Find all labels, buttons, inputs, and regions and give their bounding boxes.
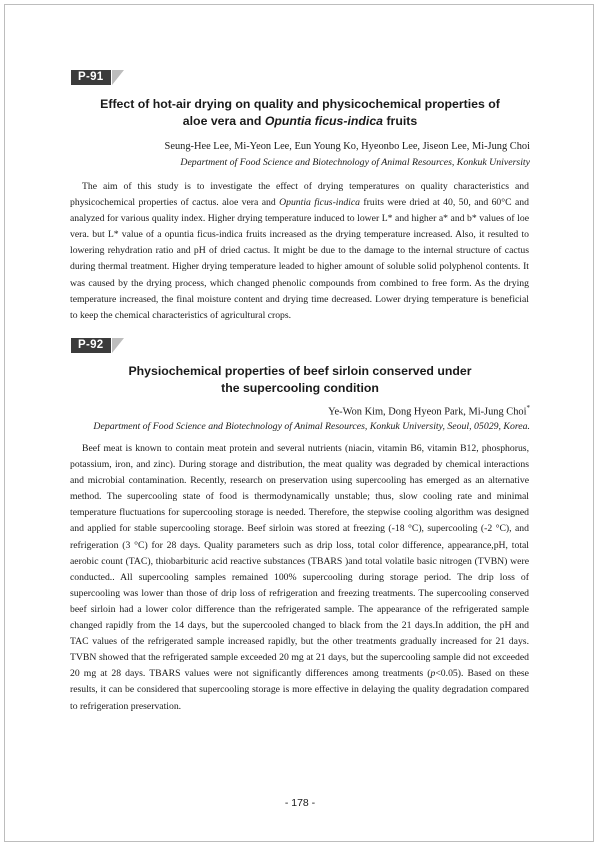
tag-wedge-decoration bbox=[112, 70, 124, 85]
authors-p92: Ye-Won Kim, Dong Hyeon Park, Mi-Jung Choi* bbox=[328, 404, 530, 418]
abstract-tag-p92 bbox=[71, 338, 124, 353]
tag-wedge-decoration bbox=[112, 338, 124, 353]
abstract-body-p91: The aim of this study is to investigate the effect of drying temperatures on quality characteristics and physicochemical properties of cactus. aloe vera and Opuntia ficus-indica fruits were dried at 40, 50, and 60°C and analyzed for various quality index. Higher drying temperature induced to lower L* and higher a* and b* values of loe vera. but L* value of a opuntia ficus-indica fruits increased as the drying temperature increased. Also, it resulted to lowering rehydration ratio and pH of dried cactus. It might be due to the damage to the internal structure of cactus during thermal treatment. Higher drying temperature leaded to higher amount of soluble solid polyphenol contents. It was caused by the drying process, which changed phenolic compounds from combined to free form. As the drying temperature increased, the final moisture content and drying time decreased. Lower drying temperature is beneficial to keep the chemical characteristics of agricultural crops. bbox=[70, 181, 529, 321]
page-number: - 178 - bbox=[284, 797, 316, 809]
abstract-tag-p91 bbox=[71, 70, 124, 85]
abstract-body-p92: Beef meat is known to contain meat protein and several nutrients (niacin, vitamin B6, vitamin B12, phosphorus, potassium, iron, and zinc). During storage and distribution, the meat quality was degraded by chemical interactions and microbial contamination. Recently, research on preservation using supercooling has emerged as an alternative method. The supercooling state of food is thermodynamically unstable; thus, slow cooling rate and minimal temperature fluctuations for supercooling storage is needed. Therefore, the stepwise cooling algorithm was designed and applied for stable supercooling storage. Beef sirloin was stored at freezing (-18 °C), supercooling (-2 °C), and refrigeration (3 °C) for 28 days. Quality parameters such as drip loss, total color difference, appearance,pH, total aerobic count (TAC), thiobarbituric acid reactive substances (TBARS )and total volatile basic nitrogen (TVBN) were conducted.. All supercooling samples remained 100% supercooling during storage period. The drip loss of supercooling was lower than those of drip loss of refrigeration and freezing treatments. The supercooling conserved beef sirloin had a lower color difference than the refrigerated sample. The appearance of the refrigerated sample changed rapidly from the 14 days, but the supercooled changed to black from the 21 days.In addition, the pH and TAC values of the refrigerated sample increased rapidly, but the other treatments gradually increased for 21 days. TVBN showed that the refrigerated sample exceeded 20 mg at 21 days, but the supercooling sample did not exceeded 20 mg at 28 days. TBARS values were not significantly differences among treatments (p<0.05). Based on these results, it can be considered that supercooling storage is more effective in delaying the quality degradation compared to refrigeration preservation. bbox=[70, 443, 529, 712]
abstract-title-p92 bbox=[70, 363, 530, 397]
tag-label: P-91 bbox=[71, 70, 111, 85]
abstract-title-p91 bbox=[70, 96, 530, 130]
title-line-2: aloe vera and Opuntia ficus-indica fruits bbox=[182, 114, 418, 128]
title-line-2: the supercooling condition bbox=[221, 381, 379, 395]
affiliation-p91: Department of Food Science and Biotechnology of Animal Resources, Konkuk University bbox=[180, 157, 530, 168]
authors-p91: Seung-Hee Lee, Mi-Yeon Lee, Eun Young Ko, Hyeonbo Lee, Jiseon Lee, Mi-Jung Choi bbox=[164, 141, 530, 152]
tag-label: P-92 bbox=[71, 338, 111, 353]
title-line-1: Physiochemical properties of beef sirloin conserved under bbox=[128, 364, 472, 378]
affiliation-p92: Department of Food Science and Biotechnology of Animal Resources, Konkuk University, Seoul, 05029, Korea. bbox=[93, 421, 530, 432]
title-line-1: Effect of hot-air drying on quality and physicochemical properties of bbox=[100, 97, 500, 111]
